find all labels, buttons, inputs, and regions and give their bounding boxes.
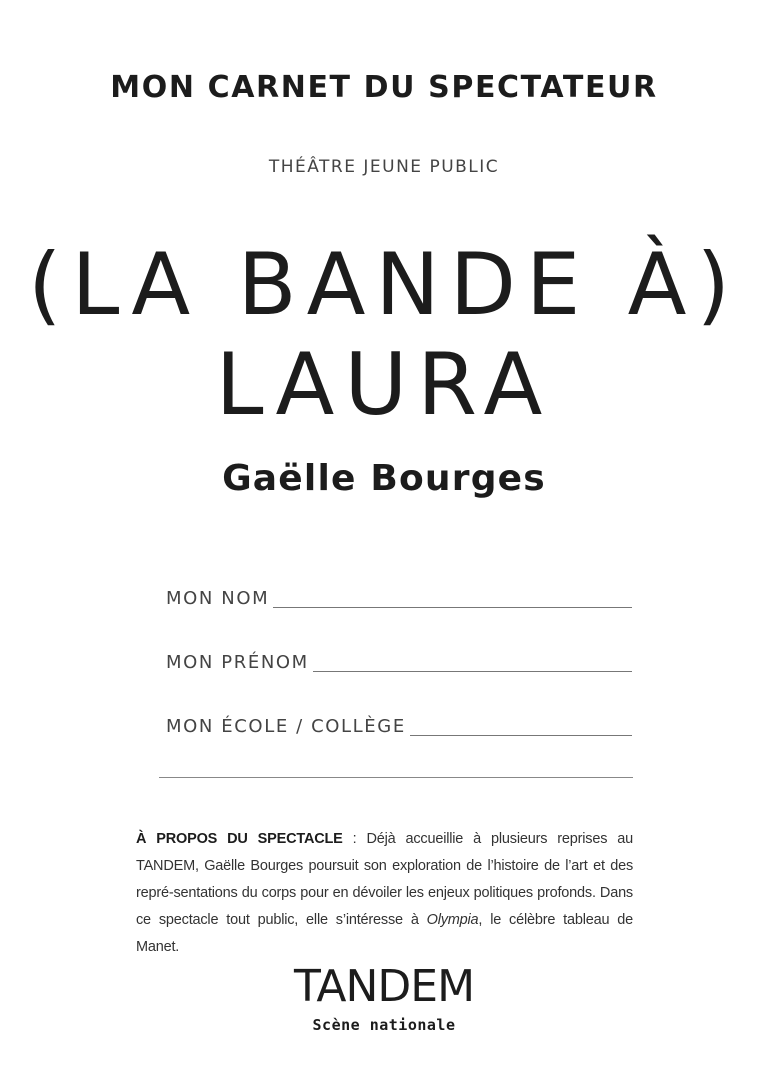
- about-lead: À PROPOS DU SPECTACLE: [136, 831, 343, 847]
- show-title-line-2: LAURA: [215, 335, 553, 435]
- about-paragraph: [136, 826, 633, 961]
- show-author: Gaëlle Bourges: [222, 458, 546, 499]
- about-separator: :: [342, 831, 367, 847]
- tandem-logo-wordmark: TANDEM: [293, 961, 475, 1012]
- genre-label: THÉÂTRE JEUNE PUBLIC: [268, 157, 500, 177]
- name-field-line[interactable]: [273, 585, 632, 608]
- tandem-logo: [0, 962, 768, 1034]
- first-name-field[interactable]: [166, 642, 632, 674]
- name-field[interactable]: [166, 578, 632, 610]
- school-field-line[interactable]: [410, 713, 632, 736]
- booklet-title: MON CARNET DU SPECTATEUR: [110, 70, 658, 105]
- show-title-line-1: (LA BANDE À): [27, 235, 741, 335]
- about-text-after: , le célèbre tableau de Manet.: [136, 912, 633, 955]
- separator-line: [159, 777, 633, 778]
- first-name-field-label: MON PRÉNOM: [166, 652, 309, 673]
- about-text-before: Déjà accueillie à plusieurs reprises au TANDEM, Gaëlle Bourges poursuit son exploration de l’histoire de l’art et des repré-sentations du corps pour en dévoiler les enjeux politiques profonds. Dans ce spectacle tout public, elle s’intéresse à: [136, 831, 633, 928]
- tandem-logo-subtitle: Scène nationale: [312, 1016, 456, 1034]
- about-italic-title: Olympia: [426, 912, 479, 928]
- first-name-field-line[interactable]: [313, 649, 632, 672]
- school-field[interactable]: [166, 706, 632, 738]
- name-field-label: MON NOM: [166, 588, 270, 609]
- school-field-label: MON ÉCOLE / COLLÈGE: [166, 716, 406, 737]
